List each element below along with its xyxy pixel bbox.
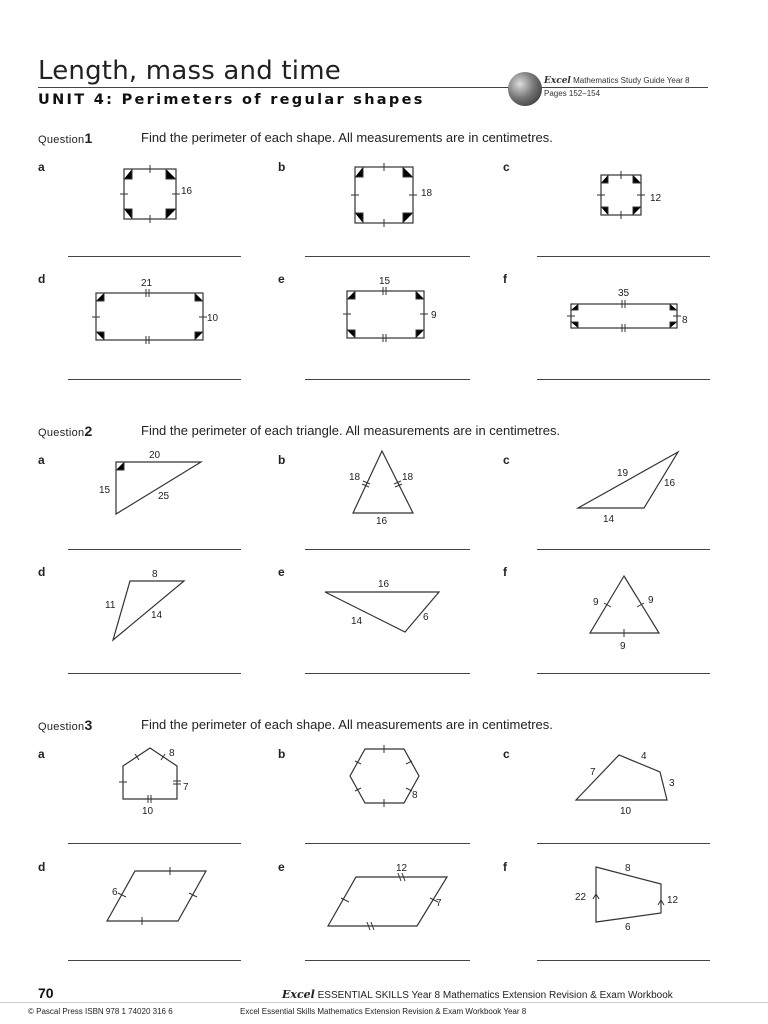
q3f-trapezium-figure [570, 860, 690, 940]
item-letter-a: a [38, 453, 45, 467]
q1f-side-label: 8 [682, 315, 688, 326]
q3e-label-1: 12 [396, 863, 408, 874]
item-letter-c: c [503, 160, 510, 174]
q2f-label-1: 9 [593, 597, 599, 608]
answer-line[interactable] [537, 960, 710, 961]
item-letter-c: c [503, 453, 510, 467]
answer-line[interactable] [305, 256, 470, 257]
footer-series [282, 988, 673, 1001]
q2a-triangle-figure [90, 445, 210, 525]
item-letter-a: a [38, 747, 45, 761]
q3e-parallelogram-figure [322, 860, 462, 935]
q3f-label-1: 8 [625, 863, 631, 874]
q3e-label-2: 7 [436, 898, 442, 909]
item-letter-d: d [38, 565, 46, 579]
q1d-rectangle-figure [88, 272, 228, 352]
q1d-top-label: 21 [141, 278, 153, 289]
page-number: 70 [38, 985, 54, 1001]
footer-brand: Excel [282, 988, 315, 1001]
answer-line[interactable] [537, 673, 710, 674]
q2f-label-3: 9 [620, 641, 626, 652]
item-letter-f: f [503, 565, 507, 579]
answer-line[interactable] [68, 843, 241, 844]
question-word: Question [38, 427, 85, 439]
q1e-side-label: 9 [431, 310, 437, 321]
answer-line[interactable] [305, 843, 470, 844]
q1c-square-figure [590, 165, 670, 230]
q2c-label-3: 14 [603, 514, 615, 525]
footer-rule [0, 1002, 768, 1003]
item-letter-a: a [38, 160, 45, 174]
q3c-quadrilateral-figure [565, 742, 685, 822]
q2f-label-2: 9 [648, 595, 654, 606]
item-letter-e: e [278, 860, 285, 874]
q3c-label-3: 3 [669, 778, 675, 789]
answer-line[interactable] [537, 843, 710, 844]
item-letter-d: d [38, 272, 46, 286]
q3d-label-1: 6 [112, 887, 118, 898]
q2d-label-3: 14 [151, 610, 163, 621]
q2b-triangle-figure [340, 445, 430, 530]
q1f-top-label: 35 [618, 288, 630, 299]
answer-line[interactable] [305, 960, 470, 961]
q1a-square-figure [110, 160, 200, 230]
footer-book-title: Excel Essential Skills Mathematics Extension Revision & Exam Workbook Year 8 [240, 1007, 527, 1016]
q1f-rectangle-figure [565, 285, 705, 345]
ref-brand: Excel [544, 76, 571, 86]
q1e-rectangle-figure [340, 272, 450, 352]
q2b-label-3: 16 [376, 516, 388, 527]
q3f-label-2: 22 [575, 892, 587, 903]
question-number: 1 [84, 130, 93, 146]
question-1-label [38, 130, 92, 146]
answer-line[interactable] [68, 673, 241, 674]
answer-line[interactable] [305, 673, 470, 674]
item-letter-b: b [278, 747, 286, 761]
q1a-label: 16 [181, 186, 193, 197]
study-guide-reference [544, 76, 690, 86]
q3c-label-4: 10 [620, 806, 632, 817]
q2e-label-2: 14 [351, 616, 363, 627]
question-number: 2 [84, 423, 93, 439]
ref-text: Mathematics Study Guide Year 8 [573, 76, 690, 85]
unit-title: UNIT 4: Perimeters of regular shapes [38, 92, 425, 108]
answer-line[interactable] [305, 379, 470, 380]
q3f-label-4: 6 [625, 922, 631, 933]
ref-pages: Pages 152–154 [544, 89, 601, 98]
q2f-triangle-figure [580, 570, 670, 655]
question-3-text: Find the perimeter of each shape. All measurements are in centimetres. [141, 717, 553, 732]
item-letter-e: e [278, 272, 285, 286]
q2b-label-2: 18 [402, 472, 414, 483]
footer-series-text: ESSENTIAL SKILLS Year 8 Mathematics Extension Revision & Exam Workbook [317, 990, 673, 1001]
q2a-label-1: 20 [149, 450, 161, 461]
answer-line[interactable] [305, 549, 470, 550]
q2e-label-3: 6 [423, 612, 429, 623]
footer-copyright: © Pascal Press ISBN 978 1 74020 316 6 [28, 1007, 173, 1016]
answer-line[interactable] [537, 256, 710, 257]
answer-line[interactable] [68, 379, 241, 380]
question-1-text: Find the perimeter of each shape. All measurements are in centimetres. [141, 130, 553, 145]
q2c-triangle-figure [570, 445, 690, 530]
question-number: 3 [84, 717, 93, 733]
q3b-hexagon-figure [340, 742, 440, 812]
question-word: Question [38, 721, 85, 733]
q2b-label-1: 18 [349, 472, 361, 483]
q2d-triangle-figure [95, 565, 195, 645]
item-letter-c: c [503, 747, 510, 761]
q2c-label-2: 16 [664, 478, 676, 489]
q2a-label-3: 25 [158, 491, 170, 502]
title-rule [38, 87, 708, 88]
q3a-pentagon-figure [110, 742, 200, 822]
item-letter-b: b [278, 160, 286, 174]
q3d-rhombus-figure [100, 860, 220, 935]
answer-line[interactable] [537, 379, 710, 380]
q2c-label-1: 19 [617, 468, 629, 479]
item-letter-f: f [503, 860, 507, 874]
answer-line[interactable] [68, 960, 241, 961]
q3b-label-1: 8 [412, 790, 418, 801]
q1c-label: 12 [650, 193, 662, 204]
q3a-label-2: 7 [183, 782, 189, 793]
answer-line[interactable] [537, 549, 710, 550]
q3a-label-1: 8 [169, 748, 175, 759]
q1b-label: 18 [421, 188, 433, 199]
chapter-title: Length, mass and time [38, 56, 341, 86]
answer-line[interactable] [68, 256, 241, 257]
q2d-label-2: 11 [105, 600, 116, 611]
q2d-label-1: 8 [152, 569, 158, 580]
q2e-label-1: 16 [378, 579, 390, 590]
item-letter-b: b [278, 453, 286, 467]
q3a-label-3: 10 [142, 806, 154, 817]
q1e-top-label: 15 [379, 276, 391, 287]
excel-logo-icon [508, 72, 542, 106]
q1d-side-label: 10 [207, 313, 219, 324]
item-letter-d: d [38, 860, 46, 874]
q2a-label-2: 15 [99, 485, 111, 496]
answer-line[interactable] [68, 549, 241, 550]
item-letter-f: f [503, 272, 507, 286]
q3c-label-2: 7 [590, 767, 596, 778]
question-2-label [38, 423, 92, 439]
q3f-label-3: 12 [667, 895, 679, 906]
question-3-label [38, 717, 92, 733]
q1b-square-figure [340, 160, 440, 230]
item-letter-e: e [278, 565, 285, 579]
question-2-text: Find the perimeter of each triangle. All measurements are in centimetres. [141, 423, 561, 438]
question-word: Question [38, 134, 85, 146]
q2e-triangle-figure [318, 570, 448, 640]
q3c-label-1: 4 [641, 751, 647, 762]
